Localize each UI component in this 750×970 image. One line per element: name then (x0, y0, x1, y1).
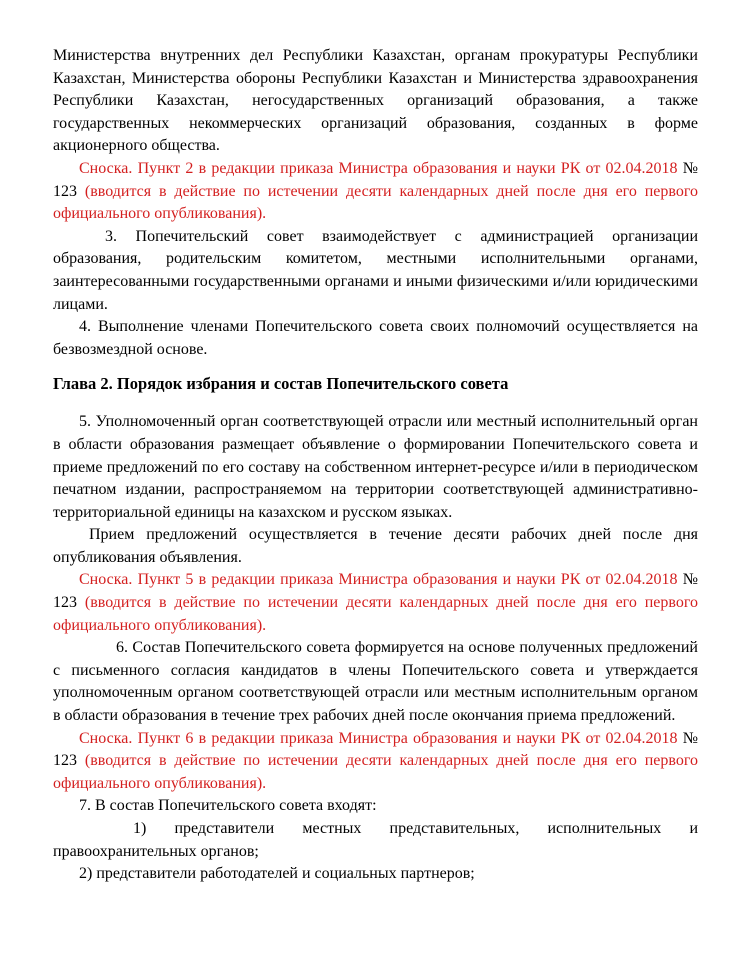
footnote-text: Сноска. Пункт 2 в редакции приказа Министра образования и науки РК от 02.04.2018 (79, 159, 683, 177)
footnote-tail: (вводится в действие по истечении десяти календарных дней после дня его первого официального опубликования). (53, 752, 698, 792)
footnote-point-5 (53, 569, 698, 637)
chapter-2-heading: Глава 2. Порядок избрания и состав Попечительского совета (53, 374, 509, 394)
order-number: № 123 (53, 159, 698, 200)
footnote-text: Сноска. Пункт 5 в редакции приказа Министра образования и науки РК от 02.04.2018 (79, 571, 683, 589)
document-body (53, 45, 698, 886)
footnote-point-6 (53, 728, 698, 796)
paragraph-5-continued: Прием предложений осуществляется в течение десяти рабочих дней после дня опубликования объявления. (53, 526, 698, 566)
paragraph-intro: Министерства внутренних дел Республики Казахстан, органам прокуратуры Республики Казахстан, Министерства обороны Республики Казахстан и Министерства здравоохранения Республики Казахстан, негосударственных организаций образования, а также государственных некоммерческих организаций образования, созданных в форме акционерного общества. (53, 47, 698, 155)
paragraph-4: 4. Выполнение членами Попечительского совета своих полномочий осуществляется на безвозмездной основе. (53, 318, 698, 358)
list-item-7-2: 2) представители работодателей и социальных партнеров; (79, 865, 475, 883)
paragraph-6: 6. Состав Попечительского совета формируется на основе полученных предложений с письменного согласия кандидатов в члены Попечительского совета и утверждается уполномоченным органом соответствующей отрасли или местным исполнительным органом в области образования в течение трех рабочих дней после окончания приема предложений. (53, 639, 698, 725)
list-item-7-1: 1) представители местных представительных, исполнительных и правоохранительных органов; (53, 820, 698, 860)
footnote-text: Сноска. Пункт 6 в редакции приказа Министра образования и науки РК от 02.04.2018 (79, 729, 683, 747)
paragraph-3: 3. Попечительский совет взаимодействует с администрацией организации образования, родительским комитетом, местными исполнительными органами, заинтересованными государственными органами и иными физическими и/или юридическими лицами. (53, 227, 698, 313)
order-number: № 123 (53, 729, 698, 770)
footnote-tail: (вводится в действие по истечении десяти календарных дней после дня его первого официального опубликования). (53, 594, 698, 634)
footnote-point-2 (53, 158, 698, 226)
paragraph-7: 7. В состав Попечительского совета входят: (79, 797, 377, 815)
order-number: № 123 (53, 571, 698, 612)
paragraph-5: 5. Уполномоченный орган соответствующей отрасли или местный исполнительный орган в области образования размещает объявление о формировании Попечительского совета и приеме предложений по его составу на собственном интернет-ресурсе и/или в периодическом печатном издании, распространяемом на территории соответствующей административно-территориальной единицы на казахском и русском языках. (53, 413, 698, 521)
footnote-tail: (вводится в действие по истечении десяти календарных дней после дня его первого официального опубликования). (53, 182, 698, 223)
